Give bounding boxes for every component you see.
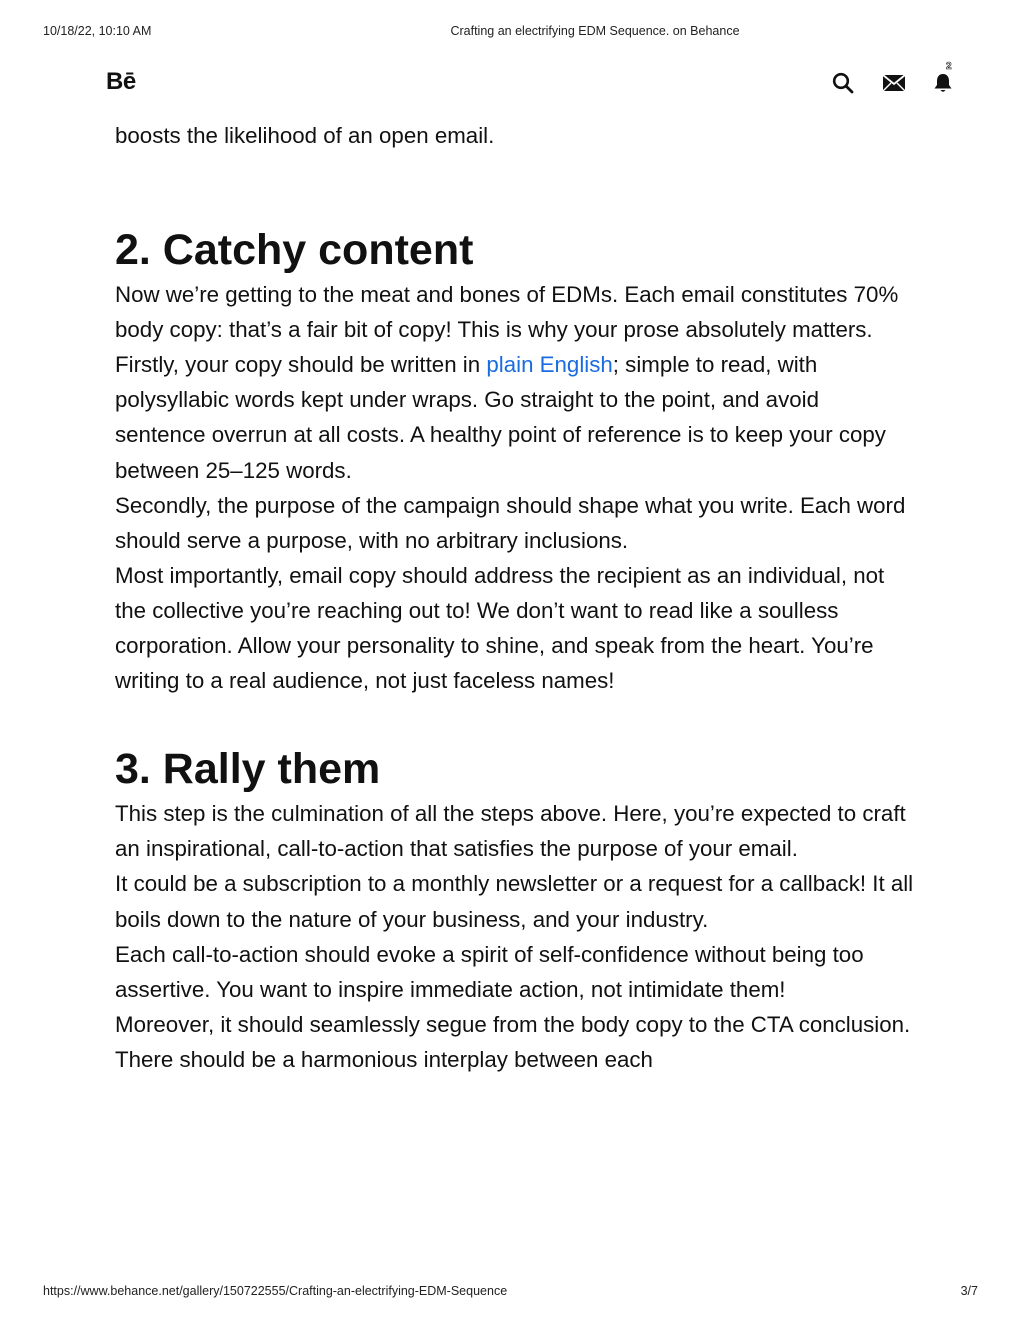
paragraph: Each call-to-action should evoke a spirit of self-confidence without being too assertive. You want to inspire immediate action, not intimidate them! <box>115 941 864 1002</box>
print-header <box>0 24 1024 42</box>
notification-count-badge: 2 <box>946 61 952 72</box>
search-icon[interactable] <box>830 70 856 96</box>
paragraph: Most importantly, email copy should address the recipient as an individual, not the collective you’re reaching out to! We don’t want to read like a soulless corporation. Allow your personality to shine, and speak from the heart. You’re writing to a real audience, not just faceless names! <box>115 562 885 694</box>
bell-icon[interactable] <box>930 70 956 96</box>
print-url: https://www.behance.net/gallery/150722555/Crafting-an-electrifying-EDM-Sequence <box>43 1284 508 1298</box>
article-body <box>115 118 915 1077</box>
lead-paragraph: boosts the likelihood of an open email. <box>115 123 495 148</box>
paragraph-text: ; simple to read, with polysyllabic words kept under wraps. Go straight to the point, and avoid sentence overrun at all costs. A healthy point of reference is to keep your copy between 25–125 words. <box>115 352 886 483</box>
paragraph: Moreover, it should seamlessly segue from the body copy to the CTA conclusion. There should be a harmonious interplay between each <box>115 1011 911 1072</box>
paragraph: This step is the culmination of all the steps above. Here, you’re expected to craft an inspirational, call-to-action that satisfies the purpose of your email. <box>115 801 906 862</box>
mail-icon[interactable] <box>881 70 907 96</box>
plain-english-link[interactable]: plain English <box>486 352 613 378</box>
top-navigation-bar <box>0 62 1024 106</box>
paragraph-text: Firstly, your copy should be written in <box>115 352 487 378</box>
section-heading-catchy-content: 2. Catchy content <box>115 226 474 275</box>
print-datetime: 10/18/22, 10:10 AM <box>43 24 152 38</box>
section-heading-rally-them: 3. Rally them <box>115 745 381 794</box>
paragraph: Secondly, the purpose of the campaign should shape what you write. Each word should serve a purpose, with no arbitrary inclusions. <box>115 492 906 553</box>
print-footer <box>0 1284 1024 1302</box>
paragraph: Now we’re getting to the meat and bones of EDMs. Each email constitutes 70% body copy: that’s a fair bit of copy! This is why your prose absolutely matters. <box>115 282 899 343</box>
paragraph: It could be a subscription to a monthly newsletter or a request for a callback! It all boils down to the nature of your business, and your industry. <box>115 871 914 932</box>
behance-logo[interactable]: Bē <box>106 68 136 95</box>
print-page-title: Crafting an electrifying EDM Sequence. on Behance <box>450 24 740 38</box>
paragraph <box>115 347 915 487</box>
print-page-number: 3/7 <box>960 1284 978 1298</box>
